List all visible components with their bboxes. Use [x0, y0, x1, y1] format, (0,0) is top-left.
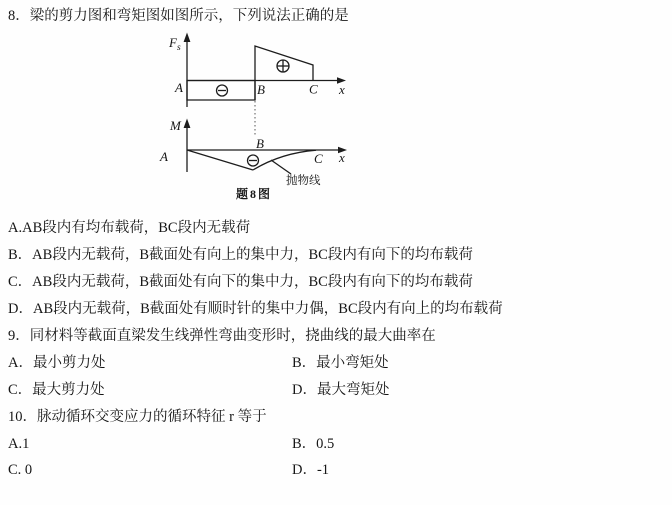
q8-option-a: A.AB段内有均布载荷，BC段内无载荷 [8, 220, 251, 236]
shear-diagram [168, 33, 346, 137]
moment-point-c-label: C [314, 151, 323, 166]
moment-point-a-label: A [160, 149, 168, 164]
shear-point-c-label: C [309, 81, 318, 97]
moment-point-b-label: B [256, 136, 264, 151]
q9-option-c: C．最大剪力处 [8, 382, 105, 398]
q8-option-b: B．AB段内无载荷，B截面处有向上的集中力，BC段内有向下的均布载荷 [8, 247, 473, 263]
question-9-stem: 9．同材料等截面直梁发生线弹性弯曲变形时，挠曲线的最大曲率在 [8, 328, 436, 344]
q10-option-b: B．0.5 [292, 436, 335, 452]
q8-option-d: D．AB段内无载荷，B截面处有顺时针的集中力偶，BC段内有向上的均布载荷 [8, 301, 503, 317]
question-8-stem: 8．梁的剪力图和弯矩图如图所示，下列说法正确的是 [8, 8, 349, 24]
shear-y-axis-arrow-icon [184, 33, 191, 43]
circled-plus-icon [277, 60, 289, 72]
q10-option-c: C. 0 [8, 462, 33, 478]
moment-parabola-bc [253, 150, 316, 170]
q10-option-a: A.1 [8, 436, 30, 452]
shear-x-axis-label: x [339, 82, 345, 97]
circled-minus-icon [217, 85, 228, 96]
shear-point-a-label: A [175, 80, 183, 95]
figure-caption: 题8图 [236, 187, 273, 201]
shear-y-axis-label: $F_s$ [169, 35, 181, 53]
parabola-leader-line [271, 160, 291, 174]
q9-option-d: D．最大弯矩处 [292, 382, 390, 398]
moment-x-axis-label: x [339, 150, 345, 165]
moment-line-ab [187, 150, 253, 170]
moment-diagram [159, 118, 347, 187]
q9-option-b: B．最小弯矩处 [292, 355, 389, 371]
question-10-stem: 10．脉动循环交变应力的循环特征 r 等于 [8, 409, 267, 425]
moment-y-axis-label: M [170, 118, 181, 133]
q9-option-a: A．最小剪力处 [8, 355, 106, 371]
circled-minus-icon [248, 155, 259, 166]
q10-option-d: D．-1 [292, 462, 330, 478]
shear-point-b-label: B [257, 82, 265, 97]
q8-option-c: C．AB段内无载荷，B截面处有向下的集中力，BC段内有向下的均布载荷 [8, 274, 473, 290]
parabola-label: 抛物线 [286, 175, 321, 187]
moment-y-axis-arrow-icon [184, 119, 191, 129]
